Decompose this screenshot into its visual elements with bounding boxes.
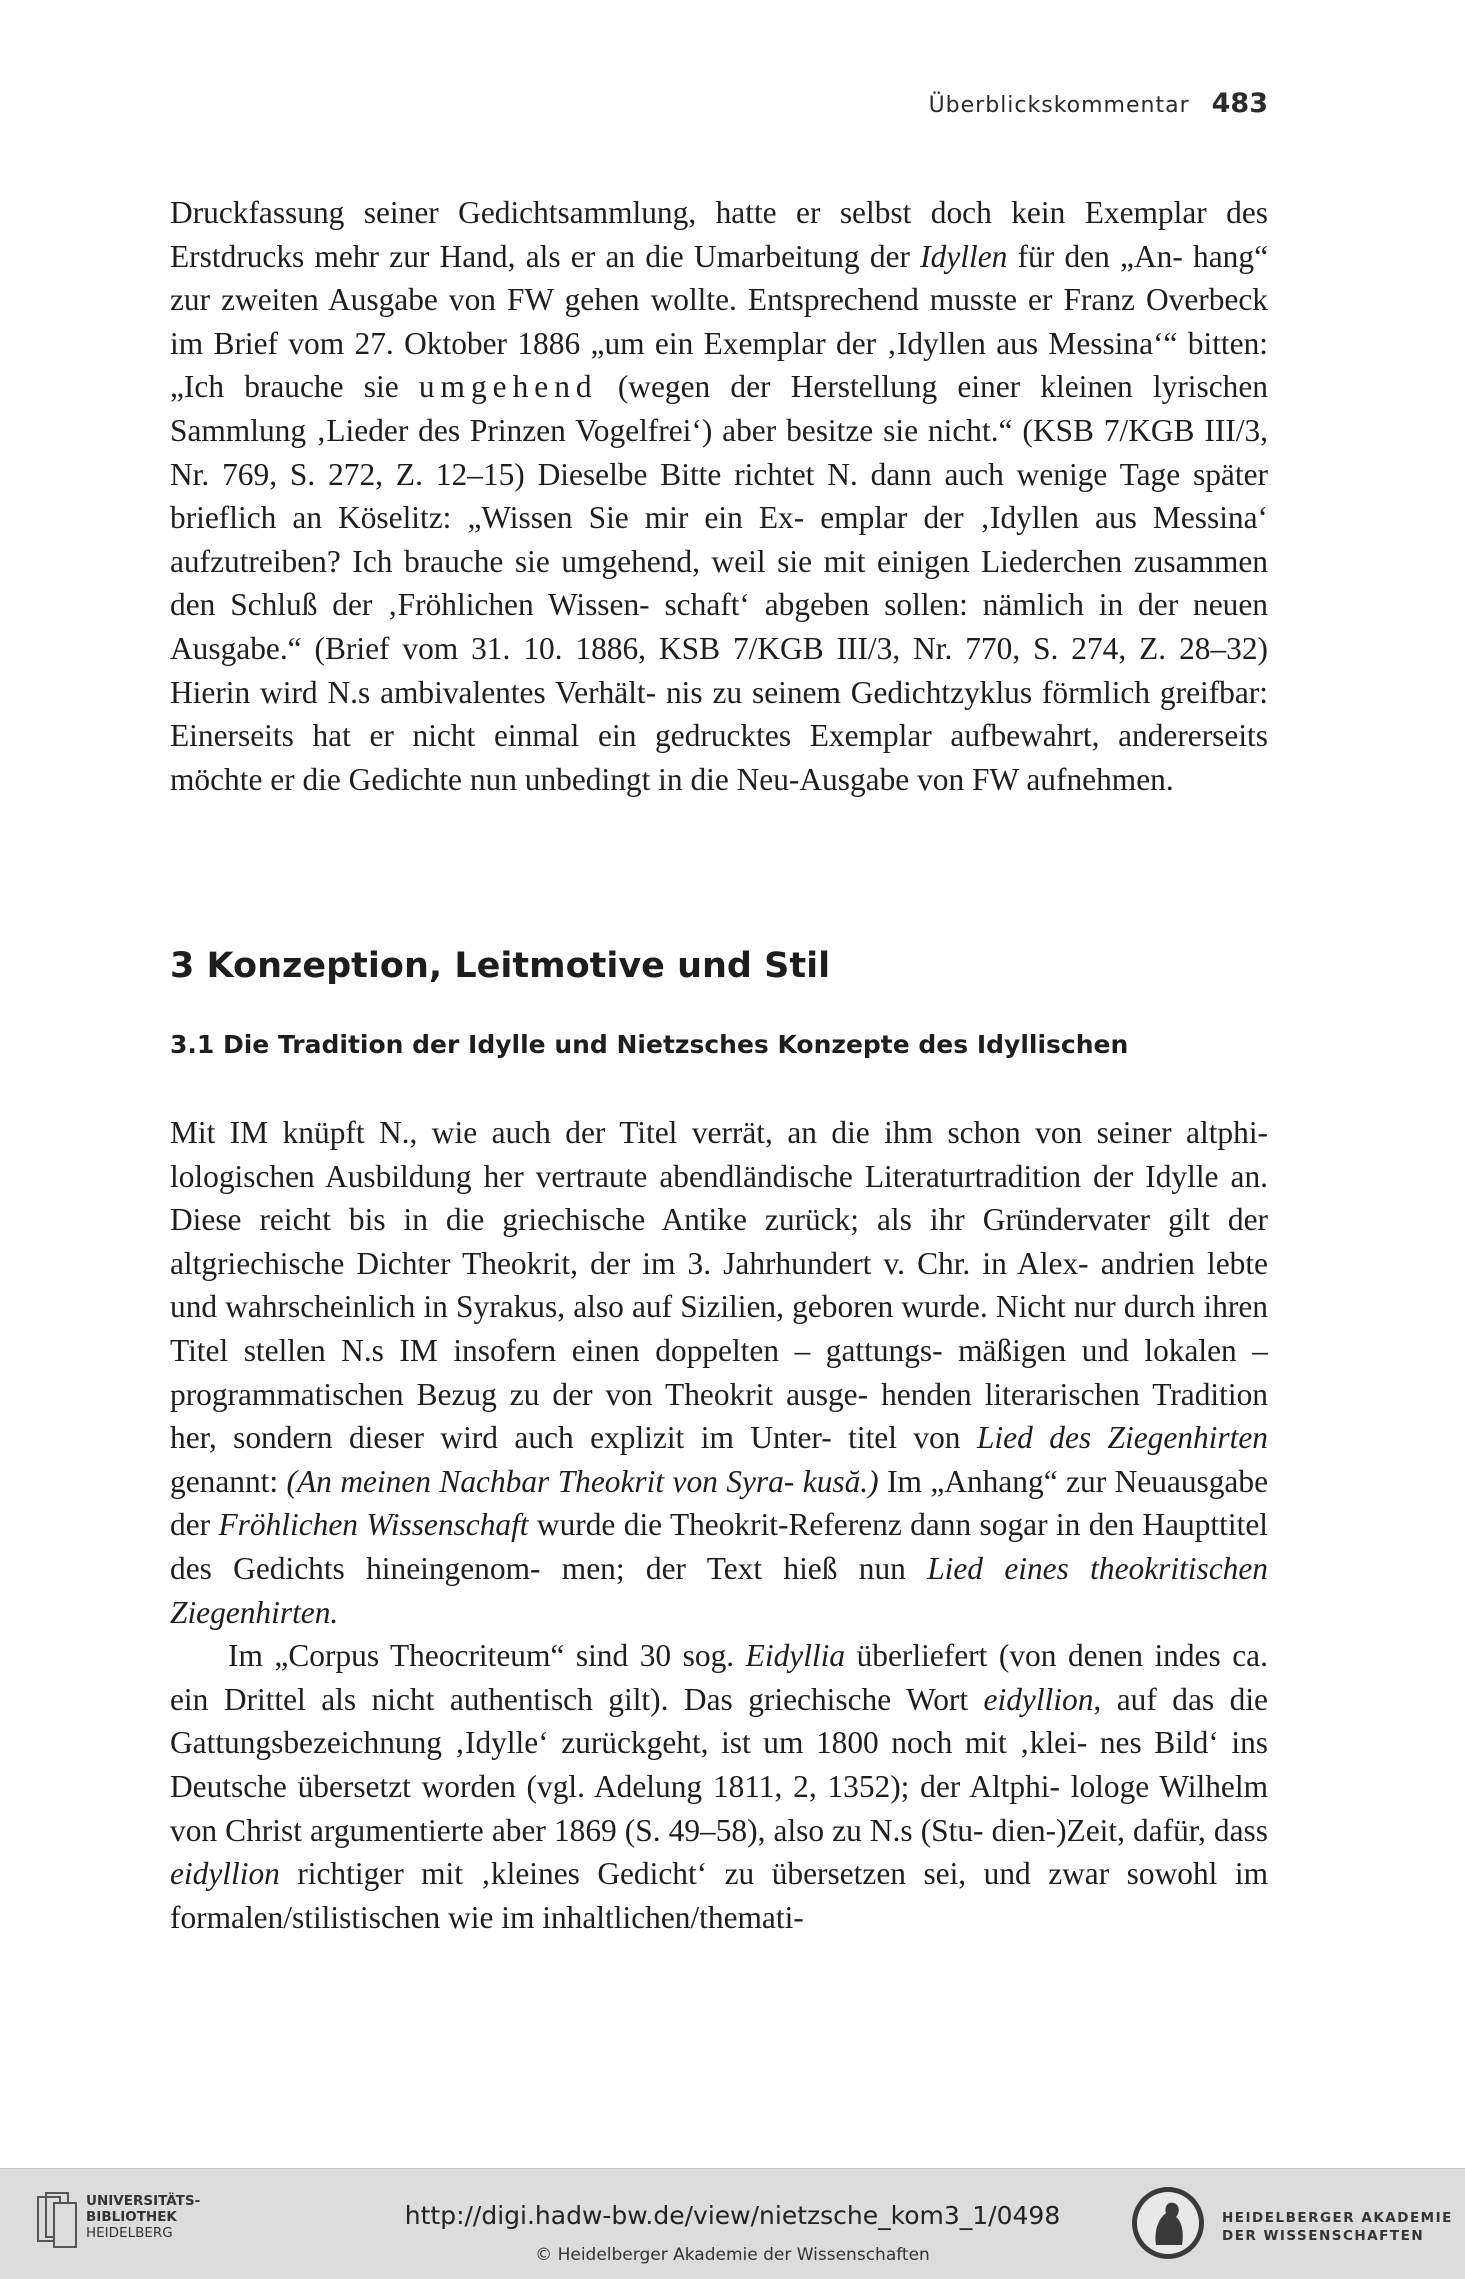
text-line: das die Gattungsbezeichnung ‚Idylle‘ zurückgeht, ist um 1800 noch mit ‚klei- <box>170 1681 1268 1761</box>
page-number: 483 <box>1211 88 1268 119</box>
paragraph <box>170 191 1268 801</box>
text-line: Nicht nur durch ihren Titel stellen N.s IM insofern einen doppelten – gattungs- <box>170 1289 1268 1368</box>
section-heading: 3 Konzeption, Leitmotive und Stil <box>170 946 831 986</box>
subtitle-italic: kusă.) <box>802 1463 879 1499</box>
title-italic: Idyllen <box>920 238 1008 274</box>
text-line: für den „An- <box>1017 238 1183 274</box>
emphasis-spaced: umgehend <box>418 369 598 405</box>
text-line: lologe Wilhelm von Christ argumentierte aber 1869 (S. 49–58), also zu N.s (Stu- <box>170 1768 1268 1848</box>
text-line: men; der Text hieß nun <box>561 1550 906 1586</box>
title-italic: Lied des Ziegenhirten <box>976 1420 1268 1456</box>
academy-name: HEIDELBERGER AKADEMIE DER WISSENSCHAFTEN <box>1222 2210 1453 2244</box>
academy-medallion-icon <box>1130 2185 1206 2261</box>
text-line: KSB 7/KGB III/3, Nr. 770, S. 274, Z. 28–32) Hierin wird N.s ambivalentes Verhält- <box>170 630 1268 710</box>
copyright-notice: © Heidelberger Akademie der Wissenschaften <box>535 2245 930 2265</box>
text-line: Theokrit-Referenz dann sogar in den Haupttitel des Gedichts hineingenom- <box>170 1507 1268 1586</box>
text-line: mäßigen und lokalen – programmatischen Bezug zu der von Theokrit ausge- <box>170 1332 1268 1412</box>
text-line: lologischen Ausbildung her vertraute abendländische Literaturtradition der <box>170 1158 1134 1194</box>
text-line: sei, und zwar sowohl im formalen/stilistischen wie im inhaltlichen/themati- <box>170 1856 1268 1935</box>
permalink[interactable]: http://digi.hadw-bw.de/view/nietzsche_kom3_1/0498 <box>404 2201 1061 2230</box>
paragraph-continued <box>170 191 1268 801</box>
text-line: andrien lebte und wahrscheinlich in Syrakus, also auf Sizilien, geboren wurde. <box>170 1245 1268 1325</box>
section-body <box>170 1111 1268 1939</box>
text-line: Mit IM knüpft N., wie auch der Titel verrät, an die ihm schon von seiner altphi- <box>170 1115 1268 1150</box>
text-line: Idylle an. Diese reicht bis in die griechische Antike zurück; als ihr Gründervater <box>170 1158 1268 1238</box>
text-line: schaft‘ abgeben sollen: nämlich in der neuen Ausgabe.“ (Brief vom 31. 10. 1886, <box>170 587 1268 666</box>
text-line: Im „Anhang“ zur Neuausgabe der <box>170 1463 1268 1543</box>
text-line: (wegen der Herstellung <box>617 369 938 405</box>
text-line: nis zu seinem Gedichtzyklus förmlich greifbar: Einerseits hat er nicht einmal <box>170 674 1268 754</box>
text-line: dann auch wenige Tage später brieflich an Köselitz: „Wissen Sie mir ein Ex- <box>170 456 1268 536</box>
term-italic: eidyllion <box>983 1681 1094 1717</box>
text-line: wurde die <box>536 1507 663 1543</box>
paragraph <box>170 1634 1268 1939</box>
text-line: unbedingt in die Neu-Ausgabe von FW aufnehmen. <box>524 761 1174 797</box>
running-title: Überblickskommentar <box>928 93 1190 118</box>
text-line: titel von <box>848 1420 961 1456</box>
text-line: genannt: <box>170 1463 279 1499</box>
text-line: richtiger mit ‚kleines Gedicht‘ zu übersetzen <box>297 1856 906 1892</box>
text-line: , auf <box>1093 1681 1157 1717</box>
subsection-heading: 3.1 Die Tradition der Idylle und Nietzsches Konzepte des Idyllischen <box>170 1030 1129 1059</box>
text-line: sie nicht.“ (KSB 7/KGB III/3, Nr. 769, S. 272, Z. 12–15) Dieselbe Bitte richtet N. <box>170 412 1268 492</box>
subtitle-italic: (An meinen Nachbar Theokrit von Syra- <box>286 1463 795 1499</box>
text-line: sie mit einigen Liederchen zusammen den Schluß der ‚Fröhlichen Wissen- <box>170 543 1268 623</box>
text-line: Erstdrucks mehr zur Hand, als er an die Umarbeitung der <box>170 238 910 274</box>
term-italic: eidyllion <box>170 1856 280 1892</box>
text-line: nes Bild‘ ins Deutsche übersetzt worden (vgl. Adelung 1811, 2, 1352); der Altphi- <box>170 1725 1268 1804</box>
title-italic: Lied eines theokritischen Ziegenhirten. <box>170 1550 1268 1630</box>
text-line: ein gedrucktes Exemplar aufbewahrt, andererseits möchte er die Gedichte nun <box>170 718 1268 797</box>
term-italic: Eidyllia <box>745 1638 846 1674</box>
text-line: hang“ zur zweiten Ausgabe von FW gehen wollte. Entsprechend musste er <box>170 238 1268 318</box>
running-header <box>170 88 1268 119</box>
text-line: Franz Overbeck im Brief vom 27. Oktober 1886 „um ein Exemplar der ‚Idyllen <box>170 282 1268 361</box>
text-line: dien-)Zeit, dafür, dass <box>991 1812 1268 1848</box>
text-line: Druckfassung seiner Gedichtsammlung, hatte er selbst doch kein Exemplar des <box>170 195 1268 230</box>
text-line: gilt der altgriechische Dichter Theokrit, der im 3. Jahrhundert v. Chr. in Alex- <box>170 1202 1268 1281</box>
text-line: Im „Corpus Theocriteum“ sind 30 sog. <box>228 1638 735 1674</box>
title-italic: Fröhlichen Wissenschaft <box>218 1507 529 1543</box>
text-line: ca. ein Drittel als nicht authentisch gilt). Das griechische Wort <box>170 1638 1268 1717</box>
text-line: überliefert (von denen indes <box>856 1638 1221 1674</box>
paragraph <box>170 1111 1268 1634</box>
digitization-footer <box>0 2168 1465 2279</box>
text-line: emplar der ‚Idyllen aus Messina‘ aufzutreiben? Ich brauche sie umgehend, weil <box>170 500 1268 579</box>
text-line: henden literarischen Tradition her, sondern dieser wird auch explizit im Unter- <box>170 1376 1268 1456</box>
text-line: einer kleinen lyrischen Sammlung ‚Lieder des Prinzen Vogelfrei‘) aber besitze <box>170 369 1268 448</box>
text-line: aus Messina‘“ bitten: „Ich brauche sie <box>170 325 1268 405</box>
library-name: UNIVERSITÄTS- BIBLIOTHEK HEIDELBERG <box>86 2193 201 2241</box>
